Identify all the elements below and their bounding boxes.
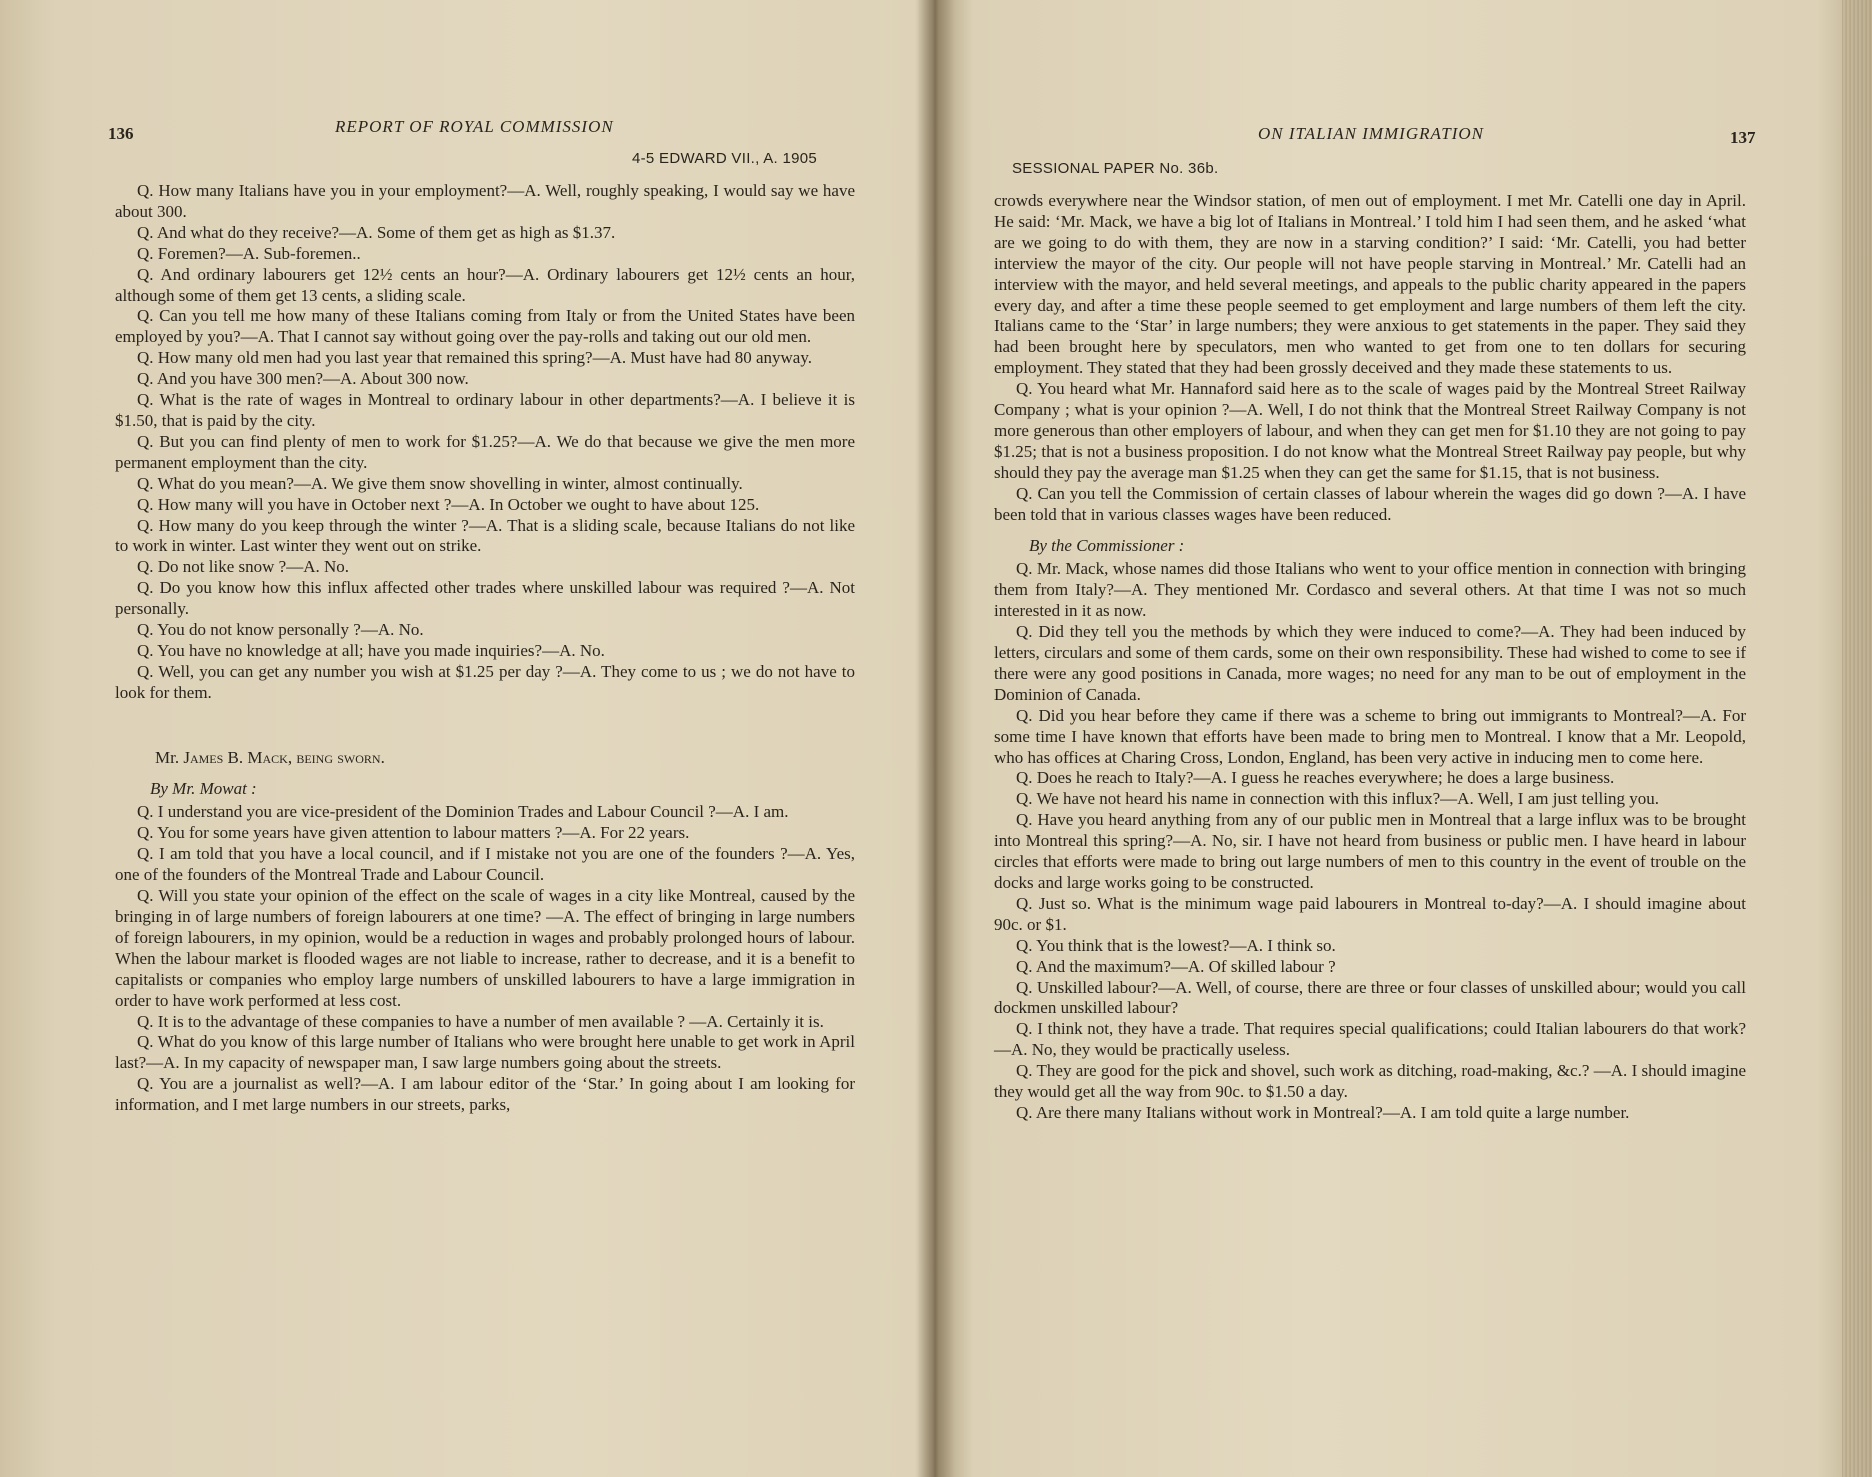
examiner-heading: By the Commissioner : — [1029, 535, 1185, 555]
testimony-paragraph: Q. Can you tell the Commission of certain classes of labour wherein the wages did go down ?—A. I have been told that in various classes wages have been reduced. — [994, 483, 1746, 524]
testimony-paragraph: Q. You think that is the lowest?—A. I think so. — [1016, 935, 1336, 955]
testimony-paragraph: Q. You heard what Mr. Hannaford said here as to the scale of wages paid by the Montreal Street Railway Company ; what is your opinion ?—A. Well, I do not think that the Montreal Street Railway Company is not more generous than other employers of labour, and when they can get men for $1.10 they are not going to pay $1.25; that is not a business proposition. I do not know what the Montreal Street Railway pay people, but why should they pay the average man $1.25 when they can get the same for $1.15, that is not business. — [994, 379, 1746, 482]
testimony-paragraph: Q. Have you heard anything from any of our public men in Montreal that a large influx was to be brought into Montreal this spring?—A. No, sir. I have not heard from business or public men. I have heard in labour circles that efforts were made to bring out large numbers of men to this country in the event of trouble on the docks and large works going to be constructed. — [994, 810, 1746, 892]
page-number: 136 — [108, 124, 134, 143]
testimony-paragraph: Q. Mr. Mack, whose names did those Italians who went to your office mention in connection with bringing them from Italy?—A. They mentioned Mr. Cordasco and several others. At that time I was not so much interested in it as now. — [994, 559, 1746, 621]
testimony-paragraph: Q. Foremen?—A. Sub-foremen.. — [137, 243, 361, 263]
left-page — [0, 0, 930, 1477]
testimony-paragraph: Q. Will you state your opinion of the effect on the scale of wages in a city like Montreal, caused by the bringing in of large numbers of foreign labourers at one time? —A. The effect of bringing in large numbers of foreign labourers, in my opinion, would be a reduction in wages and probably prolonged hours of labour. When the labour market is flooded wages are not liable to increase, rather to decrease, and it is a benefit to capitalists or companies who employ large numbers of unskilled labourers to have a large immigration in order to have work performed at less cost. — [115, 886, 855, 1010]
testimony-block — [115, 802, 855, 1116]
testimony-paragraph: Q. What do you mean?—A. We give them snow shovelling in winter, almost continually. — [137, 473, 743, 493]
testimony-paragraph: Q. And you have 300 men?—A. About 300 now. — [137, 369, 469, 389]
examiner-heading: By Mr. Mowat : — [150, 778, 257, 798]
testimony-block — [994, 191, 1746, 526]
testimony-paragraph: Q. Did they tell you the methods by which they were induced to come?—A. They had been induced by letters, circulars and some of them cards, some on their own responsibility. These had wished to come to see if there were any good positions in Canada, more wages; no need for any man to be out of employment in the Dominion of Canada. — [994, 622, 1746, 704]
testimony-paragraph: Q. They are good for the pick and shovel, such work as ditching, road-making, &c.? —A. I should imagine they would get all the way from 90c. to $1.50 a day. — [994, 1061, 1746, 1102]
testimony-paragraph: Q. Unskilled labour?—A. Well, of course, there are three or four classes of unskilled abour; would you call dockmen unskilled labour? — [994, 977, 1746, 1018]
testimony-paragraph: Q. What is the rate of wages in Montreal to ordinary labour in other departments?—A. I believe it is $1.50, that is paid by the city. — [115, 390, 855, 430]
testimony-paragraph: Q. How many Italians have you in your employment?—A. Well, roughly speaking, I would say we have about 300. — [115, 181, 855, 221]
testimony-paragraph: Q. You have no knowledge at all; have you made inquiries?—A. No. — [137, 640, 605, 660]
testimony-paragraph: Q. Does he reach to Italy?—A. I guess he reaches everywhere; he does a large business. — [1016, 768, 1615, 788]
testimony-paragraph: Q. You for some years have given attention to labour matters ?—A. For 22 years. — [137, 823, 690, 843]
testimony-paragraph: Q. Can you tell me how many of these Italians coming from Italy or from the United States have been employed by you?—A. That I cannot say without going over the pay-rolls and taking out our old men. — [115, 306, 855, 347]
running-head: ON ITALIAN IMMIGRATION — [1258, 124, 1484, 143]
testimony-paragraph: crowds everywhere near the Windsor station, of men out of employment. I met Mr. Catelli one day in April. He said: ‘Mr. Mack, we have a big lot of Italians in Montreal.’ I told him I had seen them, and he asked ‘what are we going to do with them, they are now in a starving condition?’ I said: ‘Mr. Catelli, you had better interview the mayor of the city. Our people will not have people starving in Montreal.’ Mr. Catelli had an interview with the mayor, and held several meetings, and appeals to the public charity appeared in the papers every day, and after a time these people seemed to get employment and large numbers of them left the city. Italians came to the ‘Star’ in large numbers; they were anxious to get statements in the paper. They said they had been brought here by speculators, men who wanted to get from one to ten dollars for securing employment. They stated that they had been grossly deceived and they made these statements to us. — [994, 191, 1746, 378]
testimony-paragraph: Q. Just so. What is the minimum wage paid labourers in Montreal to-day?—A. I should imagine about 90c. or $1. — [994, 893, 1746, 934]
testimony-block — [994, 559, 1746, 1123]
testimony-paragraph: Q. How many old men had you last year that remained this spring?—A. Must have had 80 anyway. — [137, 348, 812, 368]
testimony-paragraph: Q. Do you know how this influx affected other trades where unskilled labour was required ?—A. Not personally. — [115, 578, 855, 619]
page-number: 137 — [1730, 128, 1756, 147]
right-body-text — [994, 191, 1746, 1124]
testimony-paragraph: Q. Did you hear before they came if there was a scheme to bring out immigrants to Montreal?—A. For some time I have known that efforts have been made to bring men to Montreal. I know that a Mr. Leopold, who has offices at Charing Cross, London, England, has been very active in inducing men to come here. — [994, 705, 1746, 767]
testimony-paragraph: Q. And what do they receive?—A. Some of them get as high as $1.37. — [137, 222, 616, 242]
testimony-paragraph: Q. Well, you can get any number you wish at $1.25 per day ?—A. They come to us ; we do not have to look for them. — [115, 661, 855, 702]
testimony-paragraph: Q. What do you know of this large number of Italians who were brought here unable to get work in April last?—A. In my capacity of newspaper man, I saw large numbers going about the streets. — [115, 1032, 855, 1073]
testimony-paragraph: Q. But you can find plenty of men to work for $1.25?—A. We do that because we give the men more permanent employment than the city. — [115, 431, 855, 472]
running-head: REPORT OF ROYAL COMMISSION — [335, 117, 614, 136]
testimony-paragraph: Q. You do not know personally ?—A. No. — [137, 620, 424, 640]
testimony-paragraph: Q. How many will you have in October next ?—A. In October we ought to have about 125. — [137, 494, 760, 514]
testimony-paragraph: Q. It is to the advantage of these companies to have a number of men available ? —A. Certainly it is. — [137, 1011, 824, 1031]
right-page — [932, 0, 1872, 1477]
testimony-paragraph: Q. And the maximum?—A. Of skilled labour ? — [1016, 956, 1336, 976]
testimony-paragraph: Q. How many do you keep through the winter ?—A. That is a sliding scale, because Italians do not like to work in winter. Last winter they went out on strike. — [115, 515, 855, 556]
witness-line: Mr. James B. Mack, being sworn. — [155, 747, 385, 767]
testimony-paragraph: Q. Are there many Italians without work in Montreal?—A. I am told quite a large number. — [1016, 1102, 1630, 1122]
testimony-paragraph: Q. I am told that you have a local council, and if I mistake not you are one of the founders ?—A. Yes, one of the founders of the Montreal Trade and Labour Council. — [115, 844, 855, 885]
testimony-paragraph: Q. I understand you are vice-president of the Dominion Trades and Labour Council ?—A. I am. — [137, 802, 789, 822]
page-edges — [1842, 0, 1872, 1477]
testimony-paragraph: Q. We have not heard his name in connection with this influx?—A. Well, I am just telling you. — [1016, 789, 1659, 809]
testimony-paragraph: Q. I think not, they have a trade. That requires special qualifications; could Italian labourers do that work?—A. No, they would be practically useless. — [994, 1019, 1746, 1060]
testimony-block — [115, 181, 855, 704]
testimony-paragraph: Q. You are a journalist as well?—A. I am labour editor of the ‘Star.’ In going about I am looking for information, and I met large numbers in our streets, parks, — [115, 1074, 855, 1115]
sessional-tag: SESSIONAL PAPER No. 36b. — [1012, 160, 1219, 177]
sessional-tag: 4-5 EDWARD VII., A. 1905 — [632, 150, 818, 167]
testimony-paragraph: Q. Do not like snow ?—A. No. — [137, 557, 350, 577]
witness-name: James B. Mack, being sworn. — [183, 747, 385, 767]
left-body-text — [115, 181, 855, 1116]
testimony-paragraph: Q. And ordinary labourers get 12½ cents an hour?—A. Ordinary labourers get 12½ cents an hour, although some of them get 13 cents, a sliding scale. — [115, 264, 855, 305]
